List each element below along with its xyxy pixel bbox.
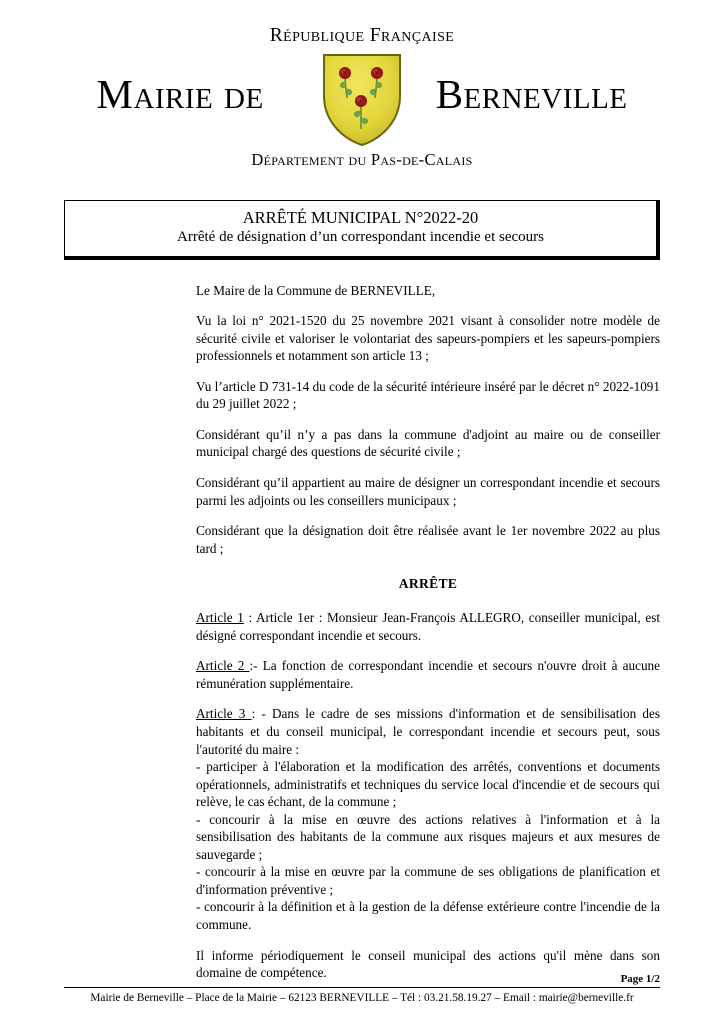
mairie-title-left: Mairie de — [96, 70, 264, 117]
article-3-bullet-2: - concourir à la mise en œuvre des actions relatives à l'information et à la sensibilisation des habitants de la commune aux risques majeurs et aux mesures de sauvegarde ; — [196, 811, 660, 862]
paragraph-closing: Il informe périodiquement le conseil municipal des actions qu'il mène dans son domaine de compétence. — [196, 947, 660, 981]
article-3-block — [196, 705, 660, 933]
page-number: Page 1/2 — [620, 973, 660, 985]
document-subtitle: Arrêté de désignation d’un correspondant incendie et secours — [177, 229, 544, 246]
paragraph-vu-2: Vu l’article D 731-14 du code de la sécurité intérieure inséré par le décret n° 2022-1091 du 29 juillet 2022 ; — [196, 378, 660, 412]
article-2 — [196, 657, 660, 692]
footer-contact-line: Mairie de Berneville – Place de la Mairie – 62123 BERNEVILLE – Tél : 03.21.58.19.27 – Email : mairie@berneville.fr — [90, 992, 634, 1004]
article-3 — [196, 705, 660, 758]
document-title: ARRÊTÉ MUNICIPAL N°2022-20 — [242, 207, 479, 227]
article-3-bullet-4: - concourir à la définition et à la gestion de la défense extérieure contre l'incendie de la commune. — [196, 899, 660, 933]
coat-of-arms-icon — [321, 52, 403, 148]
title-box-wrapper — [64, 200, 660, 260]
departement-heading: Département du Pas-de-Calais — [251, 149, 473, 169]
page-footer — [64, 973, 660, 1004]
article-2-text: :- La fonction de correspondant incendie et secours n'ouvre droit à aucune rémunération supplémentaire. — [196, 658, 660, 691]
paragraph-opening: Le Maire de la Commune de BERNEVILLE, — [196, 282, 436, 298]
article-1-text: : Article 1er : Monsieur Jean-François ALLEGRO, conseiller municipal, est désigné correspondant incendie et secours. — [196, 610, 660, 643]
republic-heading: République Française — [269, 25, 455, 46]
article-1-label: Article 1 — [196, 610, 244, 626]
article-2-label: Article 2 — [196, 658, 250, 674]
article-1 — [196, 609, 660, 644]
mairie-title-row — [0, 52, 724, 144]
paragraph-considerant-1: Considérant qu’il n’y a pas dans la commune d'adjoint au maire ou de conseiller municipal chargé des questions de sécurité civile ; — [196, 426, 660, 460]
document-body — [196, 282, 660, 982]
article-3-text: : - Dans le cadre de ses missions d'information et de sensibilisation des habitants et du conseil municipal, le correspondant incendie et secours peut, sous l'autorité du maire : — [196, 706, 660, 757]
paragraph-considerant-2: Considérant qu’il appartient au maire de désigner un correspondant incendie et secours parmi les adjoints ou les conseillers municipaux ; — [196, 475, 660, 508]
mairie-title-right: Berneville — [435, 70, 628, 117]
paragraph-considerant-3: Considérant que la désignation doit être réalisée avant le 1er novembre 2022 au plus tard ; — [196, 523, 660, 556]
footer-divider — [64, 987, 660, 988]
arrete-heading: ARRÊTE — [398, 576, 458, 592]
paragraph-vu-1: Vu la loi n° 2021-1520 du 25 novembre 2021 visant à consolider notre modèle de sécurité civile et valoriser le volontariat des sapeurs-pompiers et les sapeurs-pompiers professionnels et notamment son article 13 ; — [196, 313, 660, 364]
letterhead — [0, 0, 724, 170]
document-title-box — [64, 200, 660, 260]
article-3-label: Article 3 — [196, 706, 252, 722]
article-3-bullet-1: - participer à l'élaboration et la modification des arrêtés, conventions et documents opérationnels, administratifs et techniques du service local d'incendie et de secours qui relève, le cas échant, de la commune ; — [196, 759, 660, 810]
article-3-bullet-3: - concourir à la mise en œuvre par la commune de ses obligations de planification et d'information préventive ; — [196, 864, 660, 897]
